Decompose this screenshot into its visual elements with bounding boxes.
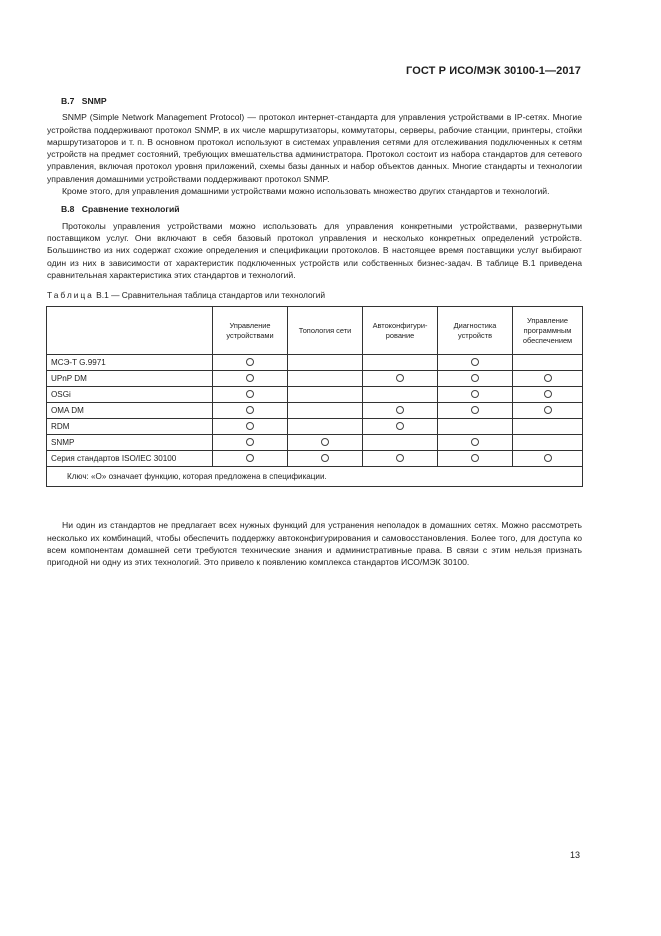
row-label: OSGi bbox=[47, 387, 213, 403]
row-label: MCЭ-T G.9971 bbox=[47, 355, 213, 371]
table-cell bbox=[363, 403, 438, 419]
table-cell bbox=[363, 371, 438, 387]
table-cell bbox=[438, 419, 513, 435]
section-number: B.8 bbox=[61, 204, 75, 215]
table-cell bbox=[363, 387, 438, 403]
circle-mark-icon bbox=[544, 390, 552, 398]
column-header: Автоконфигури-рование bbox=[363, 307, 438, 355]
column-header: Диагностика устройств bbox=[438, 307, 513, 355]
table-row bbox=[47, 403, 583, 419]
comparison-table bbox=[46, 306, 583, 487]
table-caption-text: B.1 — Сравнительная таблица стандартов или технологий bbox=[93, 290, 326, 301]
circle-mark-icon bbox=[544, 374, 552, 382]
paragraph: SNMP (Simple Network Management Protocol) — протокол интернет-стандарта для управления устройствами в IP-сетях. Многие устройства поддерживают протокол SNMP, в их числе маршрутизаторы, коммутаторы, серверы, рабочие станции, принтеры, стойки маршрутизаторов и т. п. В основном протокол используют в системах управления сетями для отслеживания подключенных к сетям устройств на предмет состояний, требующих вмешательства администратора. Протокол состоит из набора стандартов для сетевого управления, включая протокол уровня приложений, схемы базы данных и набор объектов данных. Многие стандарты и технологии управления домашними устройствами поддерживают протокол SNMP. bbox=[47, 112, 582, 184]
circle-mark-icon bbox=[396, 406, 404, 414]
table-cell bbox=[213, 451, 288, 467]
table-cell bbox=[438, 387, 513, 403]
circle-mark-icon bbox=[246, 422, 254, 430]
section-title: Сравнение технологий bbox=[81, 204, 180, 215]
row-label: RDM bbox=[47, 419, 213, 435]
table-cell bbox=[363, 435, 438, 451]
table-cell bbox=[438, 451, 513, 467]
page-content bbox=[47, 95, 582, 569]
page-number: 13 bbox=[569, 850, 580, 860]
table-cell bbox=[513, 419, 583, 435]
circle-mark-icon bbox=[246, 390, 254, 398]
row-label: Серия стандартов ISO/IEC 30100 bbox=[47, 451, 213, 467]
table-cell bbox=[363, 419, 438, 435]
paragraph: Ни один из стандартов не предлагает всех нужных функций для устранения неполадок в домашних сетях. Можно рассмотреть несколько их комбинаций, чтобы обеспечить поддержку автоконфигурирования и самовосстановления. Более того, для доступа ко всем компонентам домашней сети требуются технические знания и административные права. В связи с этим нельзя признать пригодной ни одну из этих технологий. Это привело к появлению комплекса стандартов ИСО/МЭК 30100. bbox=[47, 520, 582, 568]
table-cell bbox=[513, 403, 583, 419]
table-cell bbox=[513, 435, 583, 451]
circle-mark-icon bbox=[246, 438, 254, 446]
circle-mark-icon bbox=[396, 374, 404, 382]
table-cell bbox=[288, 419, 363, 435]
table-cell bbox=[288, 387, 363, 403]
row-label: SNMP bbox=[47, 435, 213, 451]
table-note-row bbox=[47, 467, 583, 487]
table-caption bbox=[47, 289, 582, 301]
circle-mark-icon bbox=[471, 438, 479, 446]
table-caption-word: Таблица bbox=[47, 290, 94, 301]
table-row bbox=[47, 435, 583, 451]
table-cell bbox=[363, 451, 438, 467]
paragraph: Кроме этого, для управления домашними устройствами можно использовать множество других стандартов и технологий. bbox=[62, 186, 550, 197]
table-cell bbox=[438, 371, 513, 387]
table-cell bbox=[513, 387, 583, 403]
table-row bbox=[47, 419, 583, 435]
table-header-row bbox=[47, 307, 583, 355]
paragraph: Протоколы управления устройствами можно использовать для управления конкретными устройствами, развернутыми поставщиком услуг. Они включают в себя базовый протокол управления и несколько конкретных определений устройств. Большинство из них содержат схожие определения и спецификации протоколов. В настоящее время поставщики услуг выбирают один из них в зависимости от характеристик подключенных устройств или собственных бизнес-задач. В таблице B.1 приведена сравнительная характеристика этих стандартов и технологий. bbox=[47, 220, 582, 280]
table-row bbox=[47, 387, 583, 403]
table-cell bbox=[213, 435, 288, 451]
table-row bbox=[47, 355, 583, 371]
circle-mark-icon bbox=[471, 454, 479, 462]
circle-mark-icon bbox=[471, 390, 479, 398]
column-header: Управление устройствами bbox=[213, 307, 288, 355]
table-cell bbox=[213, 387, 288, 403]
table-cell bbox=[438, 403, 513, 419]
table-cell bbox=[513, 451, 583, 467]
circle-mark-icon bbox=[471, 406, 479, 414]
row-label: OMA DM bbox=[47, 403, 213, 419]
table-cell bbox=[213, 355, 288, 371]
column-header: Управление программным обеспечением bbox=[513, 307, 583, 355]
circle-mark-icon bbox=[544, 406, 552, 414]
table-cell bbox=[513, 371, 583, 387]
table-cell bbox=[363, 355, 438, 371]
table-cell bbox=[288, 355, 363, 371]
table-cell bbox=[513, 355, 583, 371]
section-heading-b8 bbox=[61, 203, 582, 215]
circle-mark-icon bbox=[471, 358, 479, 366]
table-cell bbox=[288, 451, 363, 467]
document-header: ГОСТ Р ИСО/МЭК 30100-1—2017 bbox=[406, 65, 581, 77]
circle-mark-icon bbox=[544, 454, 552, 462]
circle-mark-icon bbox=[246, 358, 254, 366]
table-cell bbox=[213, 371, 288, 387]
table-cell bbox=[288, 403, 363, 419]
circle-mark-icon bbox=[321, 454, 329, 462]
circle-mark-icon bbox=[246, 374, 254, 382]
table-cell bbox=[288, 371, 363, 387]
table-row bbox=[47, 371, 583, 387]
column-header: Топология сети bbox=[288, 307, 363, 355]
circle-mark-icon bbox=[246, 454, 254, 462]
table-note: Ключ: «О» означает функцию, которая предложена в спецификации. bbox=[47, 467, 583, 487]
circle-mark-icon bbox=[396, 454, 404, 462]
section-heading-b7 bbox=[61, 95, 582, 107]
table-cell bbox=[213, 419, 288, 435]
circle-mark-icon bbox=[321, 438, 329, 446]
row-label: UPnP DM bbox=[47, 371, 213, 387]
circle-mark-icon bbox=[396, 422, 404, 430]
column-header bbox=[47, 307, 213, 355]
circle-mark-icon bbox=[471, 374, 479, 382]
section-number: B.7 bbox=[61, 96, 75, 106]
circle-mark-icon bbox=[246, 406, 254, 414]
table-cell bbox=[438, 435, 513, 451]
table-row bbox=[47, 451, 583, 467]
section-title: SNMP bbox=[81, 96, 107, 106]
table-cell bbox=[438, 355, 513, 371]
table-body bbox=[47, 355, 583, 467]
table-cell bbox=[288, 435, 363, 451]
table-cell bbox=[213, 403, 288, 419]
